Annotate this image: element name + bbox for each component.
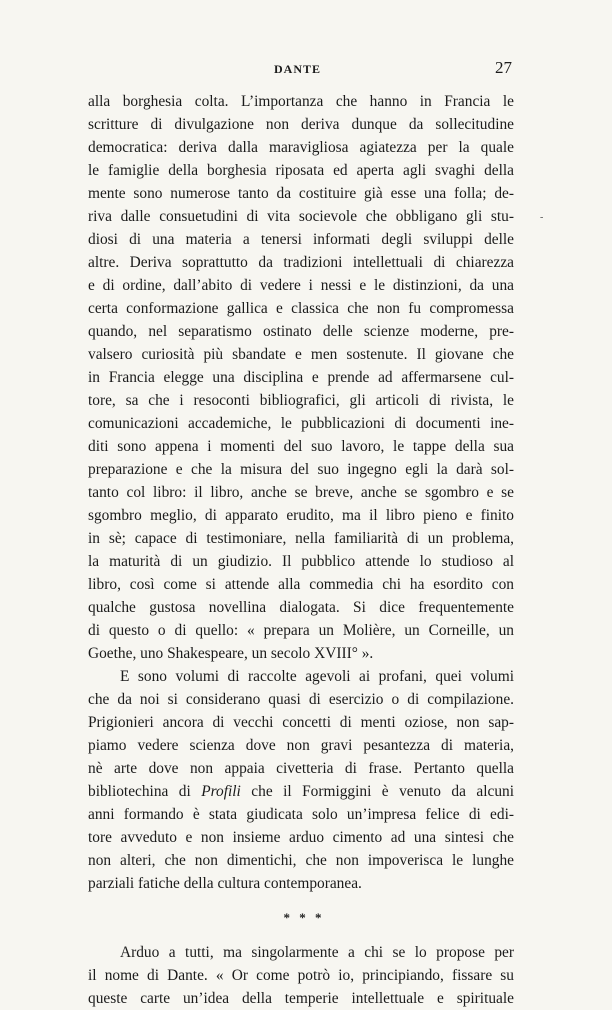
text-line: in sè; capace di testimoniare, nella familiarità di un problema, <box>88 530 514 547</box>
text-line: comunicazioni accademiche, le pubblicazioni di documenti ine- <box>88 415 514 432</box>
text-line <box>88 780 514 803</box>
italic-title: Profili <box>201 783 241 800</box>
page-number: 27 <box>495 58 512 77</box>
text-line: che da noi si considerano quasi di esercizio o di compilazione. <box>88 691 514 708</box>
text-line: certa conformazione gallica e classica che non fu compromessa <box>88 300 514 317</box>
text-line: Goethe, uno Shakespeare, un secolo XVIII° ». <box>88 645 374 662</box>
text-line: nè arte dove non appaia civetteria di frase. Pertanto quella <box>88 760 514 777</box>
text-line: Arduo a tutti, ma singolarmente a chi se lo propose per <box>120 944 514 961</box>
paragraph-3 <box>88 941 514 1010</box>
paragraph-1 <box>88 90 514 665</box>
text-line: Prigionieri ancora di vecchi concetti di menti oziose, non sap- <box>88 714 514 731</box>
text-line: democratica: deriva dalla maravigliosa agiatezza per la quale <box>88 139 514 156</box>
paragraph-2 <box>88 665 514 895</box>
text-line: in Francia elegge una disciplina e prende ad affermarsene cul- <box>88 369 514 386</box>
text-line: tore avveduto e non insieme arduo cimento ad una sintesi che <box>88 829 514 846</box>
margin-mark: - <box>540 212 544 223</box>
text-line: le famiglie della borghesia riposata ed aperta agli svaghi della <box>88 162 514 179</box>
text-line: valsero curiosità più sbandate e men sostenute. Il giovane che <box>88 346 514 363</box>
text-line: e di ordine, dall’abito di vedere i nessi e le distinzioni, da una <box>88 277 514 294</box>
text-line: tore, sa che i resoconti bibliografici, gli articoli di rivista, le <box>88 392 514 409</box>
text-line: diti sono appena i momenti del suo lavoro, le tappe della sua <box>88 438 514 455</box>
text-line: la maturità di un giudizio. Il pubblico attende lo studioso al <box>88 553 514 570</box>
text-fragment: bibliotechina di <box>88 783 202 800</box>
text-line: quando, nel separatismo ostinato delle scienze moderne, pre- <box>88 323 514 340</box>
text-line: scritture di divulgazione non deriva dunque da sollecitudine <box>88 116 514 133</box>
section-separator: * * * <box>283 910 325 925</box>
text-line: queste carte un’idea della temperie intellettuale e spirituale <box>88 990 514 1007</box>
text-line: diosi di una materia a tenersi informati degli sviluppi delle <box>88 231 514 248</box>
text-line: non alteri, che non dimentichi, che non impoverisca le lunghe <box>88 852 514 869</box>
text-line: piamo vedere scienza dove non gravi pesantezza di materia, <box>88 737 514 754</box>
running-head <box>88 58 512 82</box>
text-line: preparazione e che la misura del suo ingegno egli la darà sol- <box>88 461 514 478</box>
text-line: riva dalle consuetudini di vita socievole che obbligano gli stu- <box>88 208 514 225</box>
text-line: alla borghesia colta. L’importanza che hanno in Francia le <box>88 93 514 110</box>
text-line: sgombro meglio, di apparato erudito, ma il libro pieno e finito <box>88 507 514 524</box>
text-line: il nome di Dante. « Or come potrò io, principiando, fissare su <box>88 967 514 984</box>
text-line: E sono volumi di raccolte agevoli ai profani, quei volumi <box>120 668 514 685</box>
text-line: libro, così come si attende alla commedia chi ha esordito con <box>88 576 514 593</box>
running-head-title: DANTE <box>274 62 322 76</box>
text-line: qualche gustosa novellina dialogata. Si dice frequentemente <box>88 599 514 616</box>
text-line: tanto col libro: il libro, anche se breve, anche se sgombro e se <box>88 484 514 501</box>
text-fragment: che il Formiggini è venuto da alcuni <box>240 783 514 800</box>
text-line: altre. Deriva soprattutto da tradizioni intellettuali di chiarezza <box>88 254 514 271</box>
text-line: parziali fatiche della cultura contemporanea. <box>88 875 362 892</box>
text-line: mente sono numerose tanto da costituire già esse una folla; de- <box>88 185 514 202</box>
text-line: di questo o di quello: « prepara un Molière, un Corneille, un <box>88 622 514 639</box>
body-text <box>88 90 514 1010</box>
text-line: anni formando è stata giudicata solo un’impresa felice di edi- <box>88 806 514 823</box>
